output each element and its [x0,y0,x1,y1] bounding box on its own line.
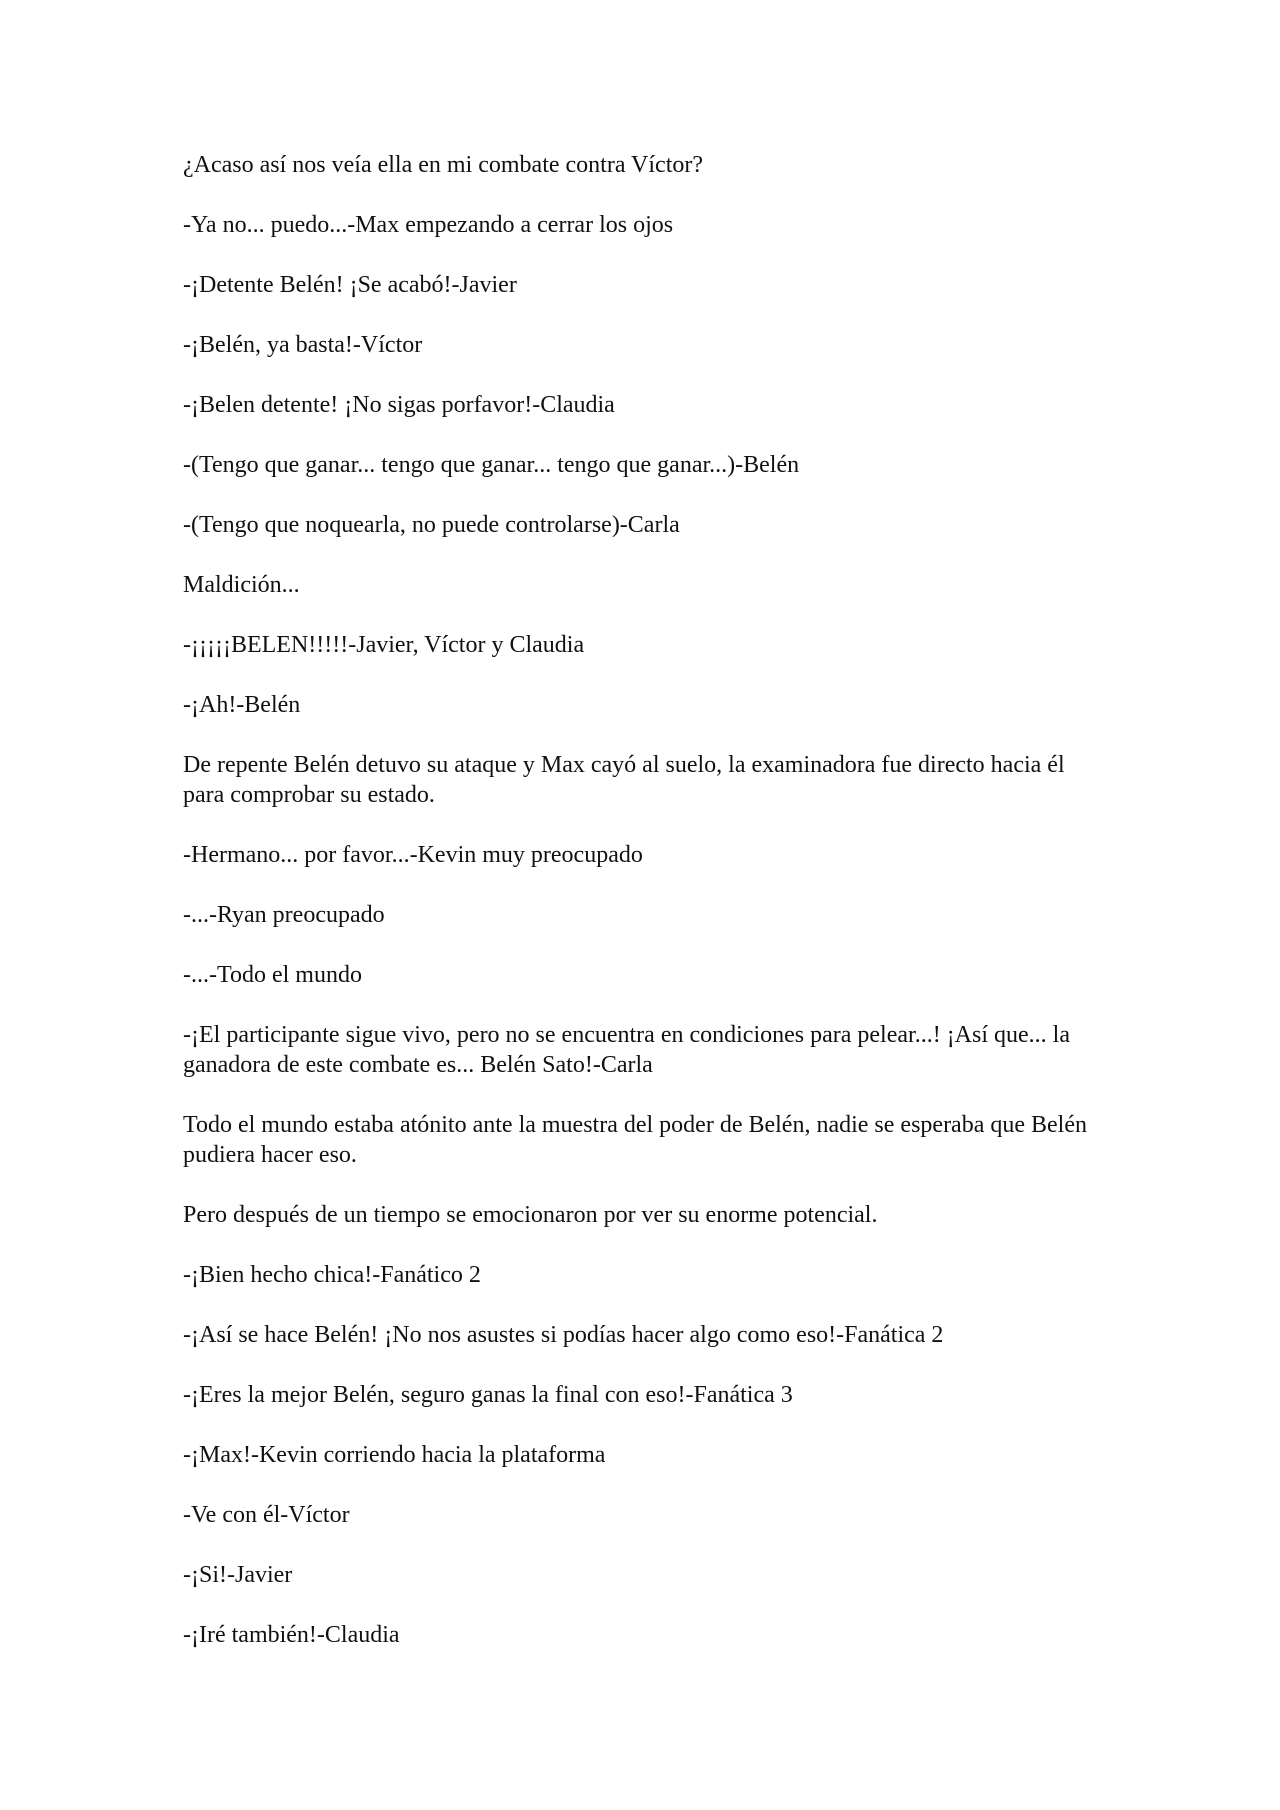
paragraph: -(Tengo que noquearla, no puede controlarse)-Carla [183,512,680,538]
paragraph: -¡Ah!-Belén [183,692,301,718]
paragraph: ¿Acaso así nos veía ella en mi combate contra Víctor? [183,152,704,178]
paragraph: -¡El participante sigue vivo, pero no se encuentra en condiciones para pelear...! ¡Así que... la ganadora de este combate es... Belén Sato!-Carla [183,1022,1070,1078]
paragraph: -...-Todo el mundo [183,962,362,988]
paragraph: -Ya no... puedo...-Max empezando a cerrar los ojos [183,212,674,238]
paragraph: -¡Bien hecho chica!-Fanático 2 [183,1262,481,1288]
paragraph: -(Tengo que ganar... tengo que ganar... tengo que ganar...)-Belén [183,452,800,478]
paragraph: -¡Belén, ya basta!-Víctor [183,332,423,358]
text-column [183,150,1103,1680]
paragraph: -¡Max!-Kevin corriendo hacia la plataforma [183,1442,606,1468]
paragraph: -¡¡¡¡¡BELEN!!!!!-Javier, Víctor y Claudia [183,632,585,658]
paragraph: -¡Si!-Javier [183,1562,293,1588]
paragraph: Pero después de un tiempo se emocionaron por ver su enorme potencial. [183,1202,878,1228]
paragraph: -Hermano... por favor...-Kevin muy preocupado [183,842,643,868]
paragraph: -¡Iré también!-Claudia [183,1622,400,1648]
paragraph: -...-Ryan preocupado [183,902,385,928]
paragraph: -¡Así se hace Belén! ¡No nos asustes si podías hacer algo como eso!-Fanática 2 [183,1322,944,1348]
paragraph: Maldición... [183,572,300,598]
paragraph: -¡Belen detente! ¡No sigas porfavor!-Claudia [183,392,615,418]
paragraph: Todo el mundo estaba atónito ante la muestra del poder de Belén, nadie se esperaba que Belén pudiera hacer eso. [183,1112,1087,1168]
paragraph: -¡Eres la mejor Belén, seguro ganas la final con eso!-Fanática 3 [183,1382,793,1408]
paragraph: -¡Detente Belén! ¡Se acabó!-Javier [183,272,517,298]
paragraph: -Ve con él-Víctor [183,1502,350,1528]
paragraph: De repente Belén detuvo su ataque y Max cayó al suelo, la examinadora fue directo hacia él para comprobar su estado. [183,752,1065,808]
